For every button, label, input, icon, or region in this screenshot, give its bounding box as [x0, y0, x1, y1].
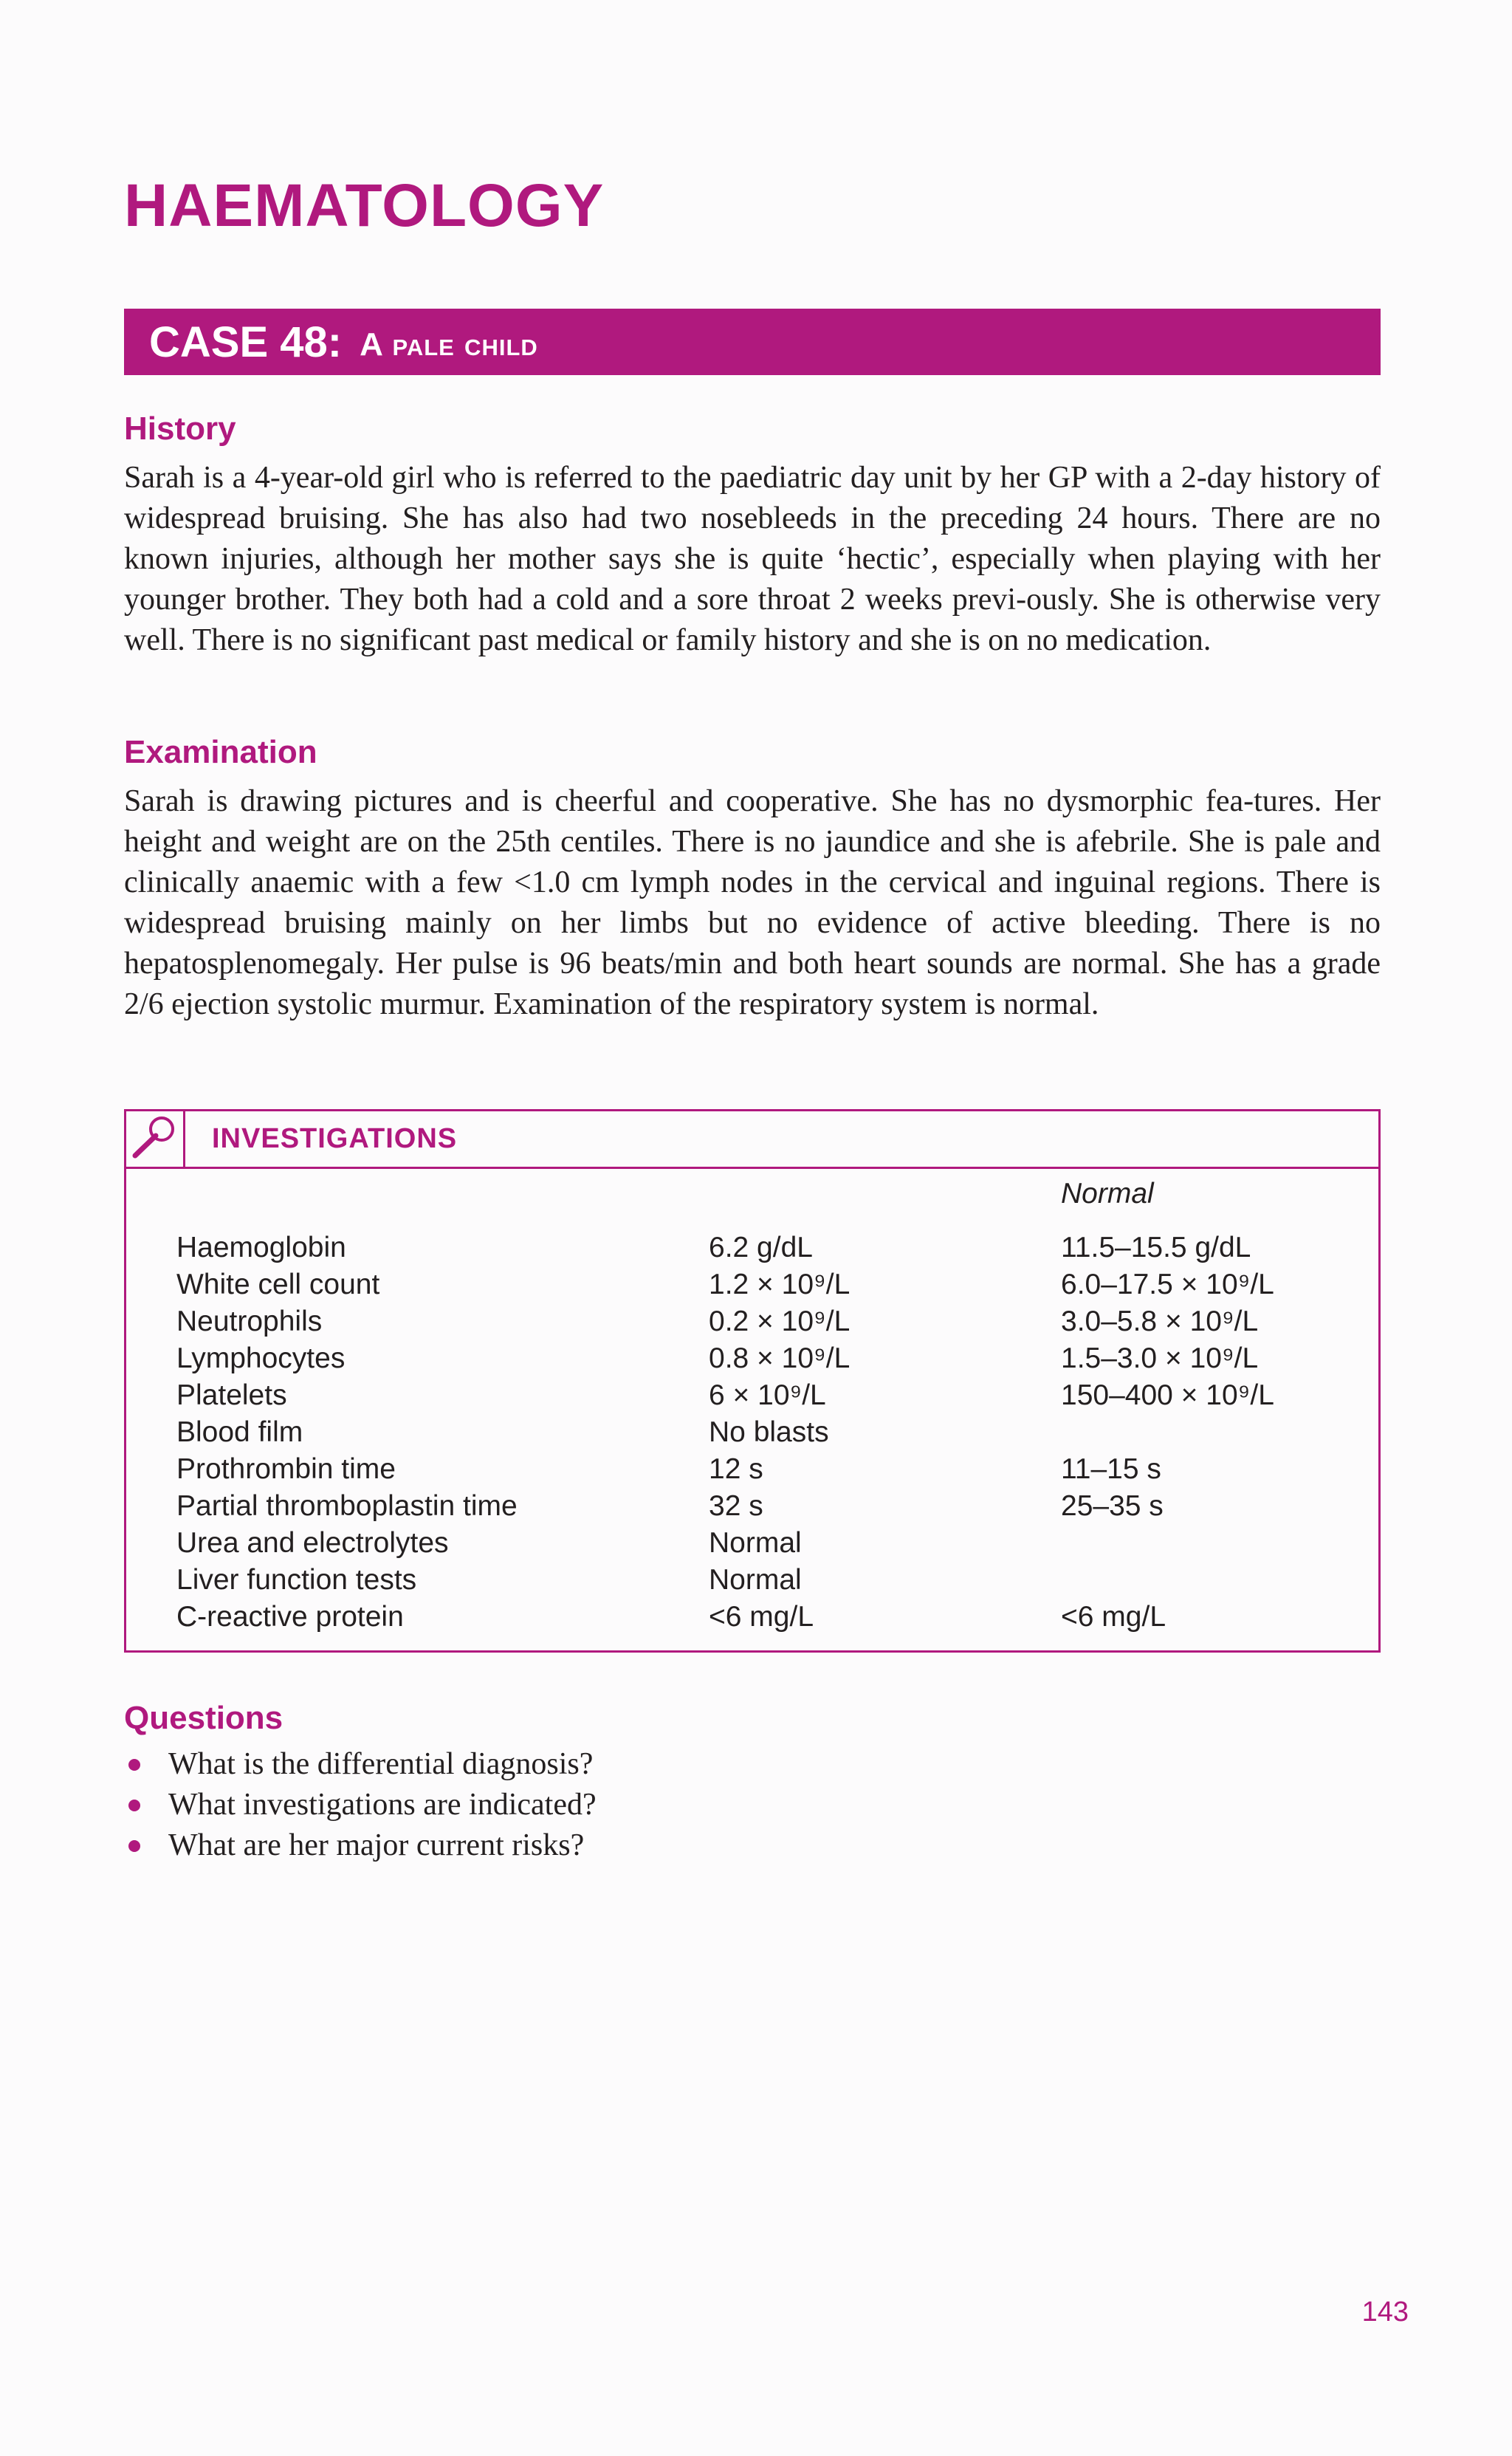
test-value: 0.2 × 10⁹/L: [709, 1306, 850, 1337]
test-value: Normal: [709, 1527, 802, 1559]
questions-list: [124, 1744, 597, 1866]
test-name: C-reactive protein: [176, 1601, 404, 1633]
magnifying-glass-icon: [126, 1111, 181, 1163]
investigations-icon-cell: [126, 1111, 185, 1167]
test-value: 1.2 × 10⁹/L: [709, 1269, 850, 1300]
case-subtitle: A pale child: [360, 326, 538, 363]
normal-range: 3.0–5.8 × 10⁹/L: [1061, 1306, 1259, 1337]
test-value: <6 mg/L: [709, 1601, 814, 1633]
test-value: 6 × 10⁹/L: [709, 1379, 826, 1411]
chapter-title: HAEMATOLOGY: [124, 172, 605, 239]
test-value: 32 s: [709, 1490, 763, 1522]
question-text: What are her major current risks?: [168, 1828, 585, 1862]
test-value: 0.8 × 10⁹/L: [709, 1342, 850, 1374]
table-row: [176, 1488, 1358, 1525]
examination-heading: Examination: [124, 734, 317, 770]
test-value: 12 s: [709, 1453, 763, 1485]
list-item: [124, 1744, 597, 1785]
table-row: [176, 1266, 1358, 1303]
table-row: [176, 1340, 1358, 1377]
test-name: Haemoglobin: [176, 1232, 346, 1263]
history-text: Sarah is a 4-year-old girl who is referred to the paediatric day unit by her GP with a 2-day history of widespread bruising. She has also had two nosebleeds in the preceding 24 hours. There are no known injuries, although her mother says she is quite ‘hectic’, especially when playing with her younger brother. They both had a cold and a sore throat 2 weeks previ-ously. She is otherwise very well. There is no significant past medical or family history and she is on no medication.: [124, 461, 1381, 657]
history-heading: History: [124, 411, 236, 447]
test-name: Partial thromboplastin time: [176, 1490, 518, 1522]
investigations-header: [126, 1111, 1378, 1169]
table-row: [176, 1229, 1358, 1266]
test-value: 6.2 g/dL: [709, 1232, 813, 1263]
normal-range: 25–35 s: [1061, 1490, 1164, 1522]
test-name: Blood film: [176, 1416, 303, 1448]
test-name: Prothrombin time: [176, 1453, 396, 1485]
normal-column-header: Normal: [1061, 1178, 1154, 1210]
investigations-box: [124, 1109, 1381, 1653]
normal-range: <6 mg/L: [1061, 1601, 1166, 1633]
question-text: What is the differential diagnosis?: [168, 1747, 594, 1781]
bullet-icon: [128, 1759, 140, 1771]
table-row: [176, 1599, 1358, 1636]
table-row: [176, 1377, 1358, 1414]
normal-range: 11–15 s: [1061, 1453, 1161, 1485]
bullet-icon: [128, 1800, 140, 1811]
page-number: 143: [1361, 2297, 1409, 2328]
list-item: [124, 1785, 597, 1825]
test-value: Normal: [709, 1564, 802, 1596]
test-name: Neutrophils: [176, 1306, 323, 1337]
normal-range: 150–400 × 10⁹/L: [1061, 1379, 1274, 1411]
normal-range: 11.5–15.5 g/dL: [1061, 1232, 1251, 1263]
test-name: Urea and electrolytes: [176, 1527, 449, 1559]
test-name: White cell count: [176, 1269, 380, 1300]
questions-heading: Questions: [124, 1700, 284, 1736]
test-value: No blasts: [709, 1416, 829, 1448]
investigations-title: INVESTIGATIONS: [212, 1123, 458, 1154]
investigations-table: [176, 1229, 1358, 1636]
test-name: Lymphocytes: [176, 1342, 346, 1374]
case-banner: [124, 309, 1381, 375]
test-name: Liver function tests: [176, 1564, 417, 1596]
question-text: What investigations are indicated?: [168, 1788, 597, 1822]
case-number: CASE 48:: [149, 318, 343, 366]
normal-range: 6.0–17.5 × 10⁹/L: [1061, 1269, 1274, 1300]
table-row: [176, 1562, 1358, 1599]
test-name: Platelets: [176, 1379, 287, 1411]
table-row: [176, 1525, 1358, 1562]
bullet-icon: [128, 1840, 140, 1852]
examination-text: Sarah is drawing pictures and is cheerful and cooperative. She has no dysmorphic fea-tures. Her height and weight are on the 25th centiles. There is no jaundice and she is afebrile. She is pale and clinically anaemic with a few <1.0 cm lymph nodes in the cervical and inguinal regions. There is widespread bruising mainly on her limbs but no evidence of active bleeding. There is no hepatosplenomegaly. Her pulse is 96 beats/min and both heart sounds are normal. She has a grade 2/6 ejection systolic murmur. Examination of the respiratory system is normal.: [124, 784, 1381, 1021]
list-item: [124, 1825, 597, 1866]
table-row: [176, 1414, 1358, 1451]
normal-range: 1.5–3.0 × 10⁹/L: [1061, 1342, 1259, 1374]
table-row: [176, 1303, 1358, 1340]
table-row: [176, 1451, 1358, 1488]
